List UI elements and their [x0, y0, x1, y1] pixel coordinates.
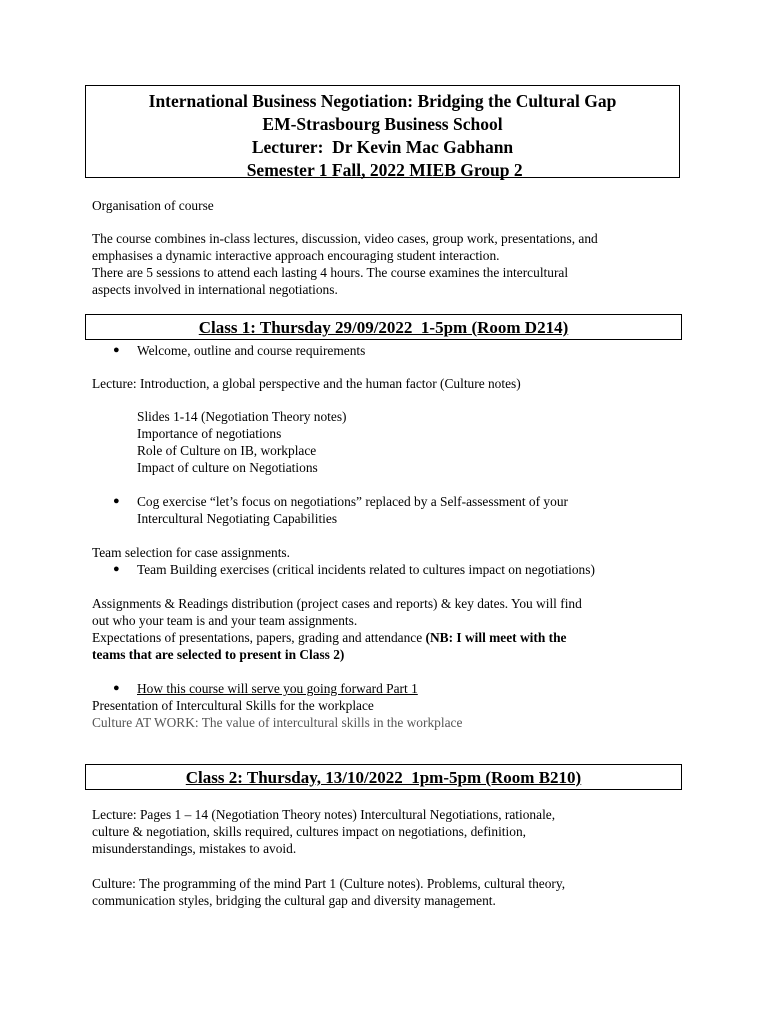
intro-paragraph-line: The course combines in-class lectures, discussion, video cases, group work, presentations, and: [92, 231, 598, 246]
intro-paragraph-line: aspects involved in international negotiations.: [92, 282, 338, 297]
bullet-icon: ●: [113, 495, 120, 507]
slide-item: Importance of negotiations: [137, 426, 282, 441]
expectations-note: (NB: I will meet with the: [425, 630, 567, 645]
lecture-line: Lecture: Introduction, a global perspective and the human factor (Culture notes): [92, 376, 521, 391]
course-header-box: [85, 85, 680, 178]
class2-culture-line: communication styles, bridging the cultural gap and diversity management.: [92, 893, 496, 908]
culture-at-work-line: Culture AT WORK: The value of intercultural skills in the workplace: [92, 715, 463, 730]
class2-lecture-line: Lecture: Pages 1 – 14 (Negotiation Theory notes) Intercultural Negotiations, rationale,: [92, 807, 556, 822]
presentation-line: Presentation of Intercultural Skills for the workplace: [92, 698, 374, 713]
class2-lecture-line: culture & negotiation, skills required, cultures impact on negotiations, definition,: [92, 824, 526, 839]
list-item: Team Building exercises (critical incidents related to cultures impact on negotiations): [137, 562, 595, 577]
assignments-line: Assignments & Readings distribution (project cases and reports) & key dates. You will find: [92, 596, 582, 611]
semester-info: Semester 1 Fall, 2022 MIEB Group 2: [242, 160, 523, 180]
lecturer-name: Lecturer: Dr Kevin Mac Gabhann: [251, 137, 514, 157]
list-item-continuation: Intercultural Negotiating Capabilities: [137, 511, 338, 526]
expectations-line: [92, 629, 566, 646]
intro-paragraph-line: There are 5 sessions to attend each lasting 4 hours. The course examines the intercultural: [92, 265, 569, 280]
list-item: Welcome, outline and course requirements: [137, 343, 366, 358]
class2-title: Class 2: Thursday, 13/10/2022 1pm-5pm (Room B210): [185, 768, 582, 787]
bullet-icon: ●: [113, 344, 120, 356]
class1-title: Class 1: Thursday 29/09/2022 1-5pm (Room D214): [198, 318, 569, 337]
expectations-note-continued: teams that are selected to present in Class 2): [92, 647, 345, 662]
list-item-link[interactable]: How this course will serve you going forward Part 1: [137, 681, 418, 696]
school-name: EM-Strasbourg Business School: [262, 114, 503, 134]
slide-item: Role of Culture on IB, workplace: [137, 443, 317, 458]
class2-culture-line: Culture: The programming of the mind Part 1 (Culture notes). Problems, cultural theory,: [92, 876, 566, 891]
bullet-icon: ●: [113, 563, 120, 575]
class1-title-box: [85, 314, 682, 340]
class2-lecture-line: misunderstandings, mistakes to avoid.: [92, 841, 297, 856]
intro-paragraph-line: emphasises a dynamic interactive approach encouraging student interaction.: [92, 248, 500, 263]
class2-title-box: [85, 764, 682, 790]
course-title: International Business Negotiation: Bridging the Cultural Gap: [148, 91, 617, 111]
slide-item: Slides 1-14 (Negotiation Theory notes): [137, 409, 347, 424]
list-item: Cog exercise “let’s focus on negotiations” replaced by a Self-assessment of your: [137, 494, 568, 509]
team-selection-line: Team selection for case assignments.: [92, 545, 290, 560]
section-heading: Organisation of course: [92, 198, 214, 213]
bullet-icon: ●: [113, 682, 120, 694]
expectations-note-line2: [92, 646, 344, 663]
slide-item: Impact of culture on Negotiations: [137, 460, 318, 475]
expectations-text: Expectations of presentations, papers, grading and attendance: [92, 630, 426, 645]
assignments-line: out who your team is and your team assignments.: [92, 613, 358, 628]
